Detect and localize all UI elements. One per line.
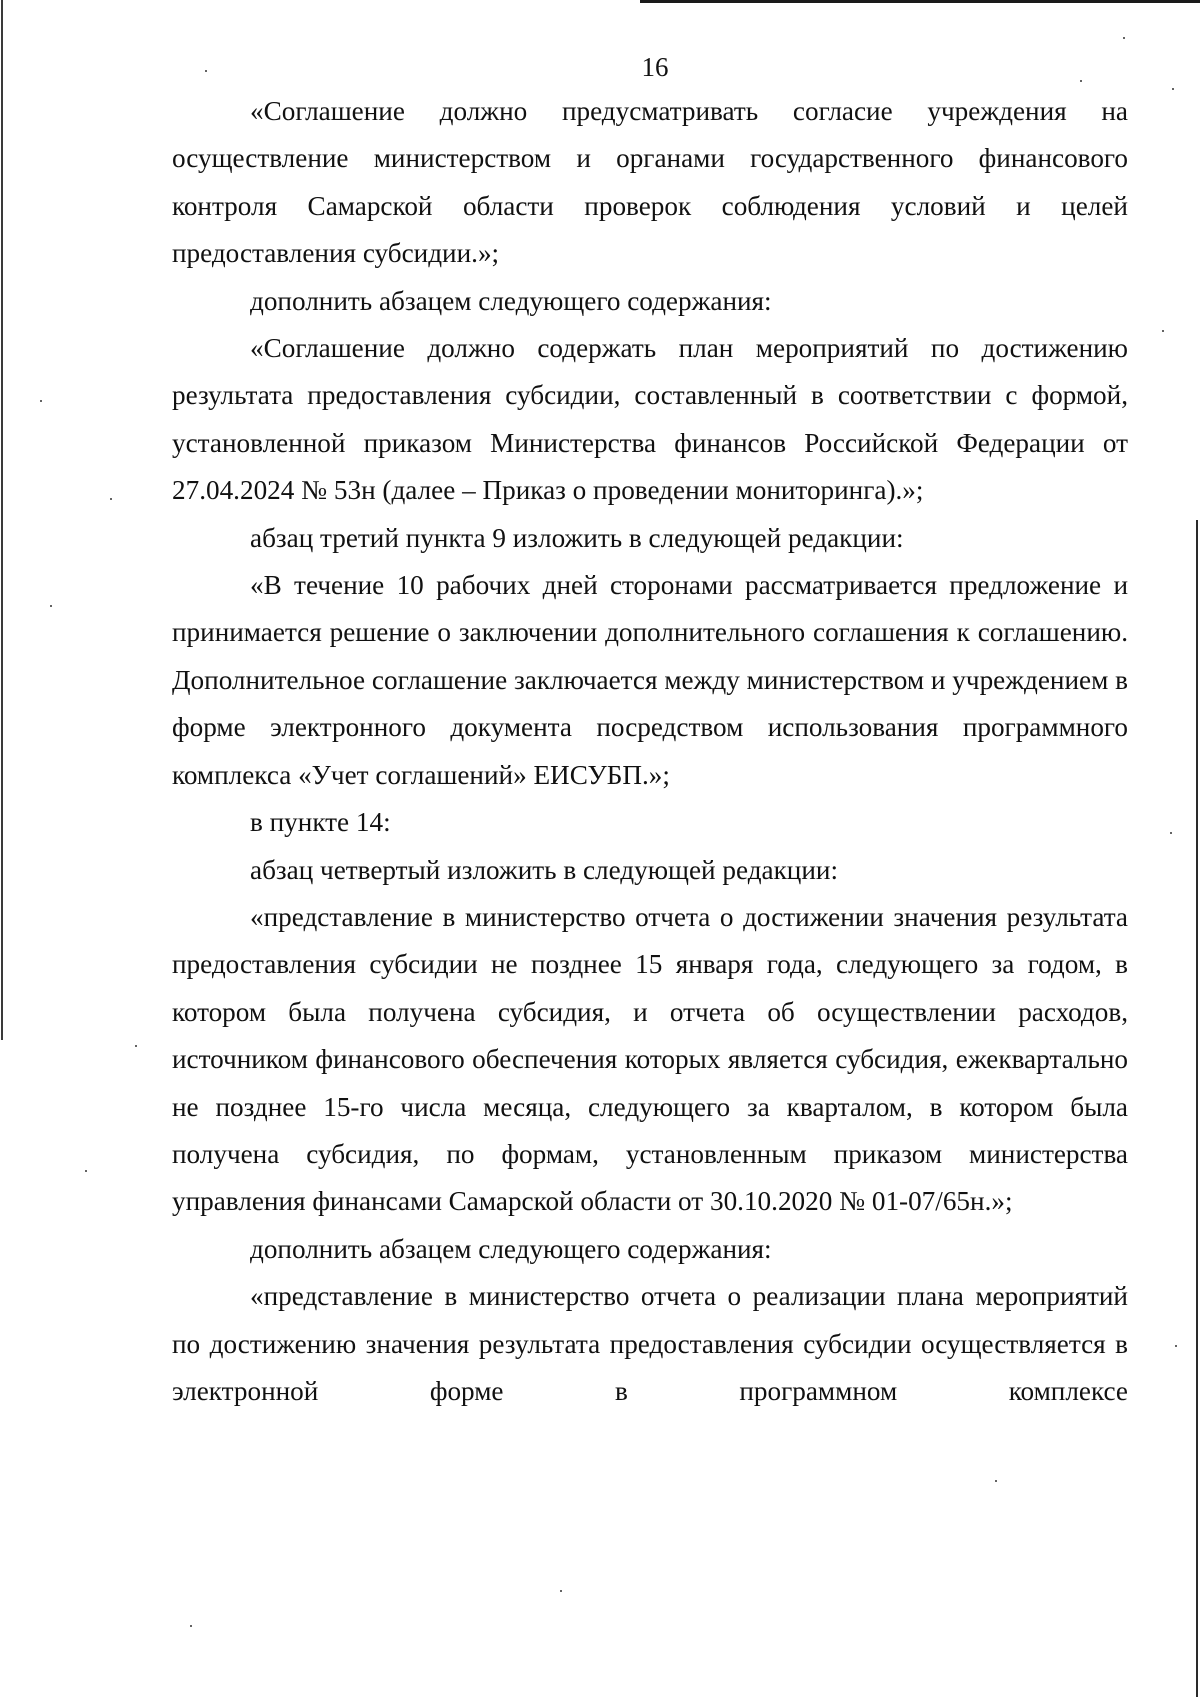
scan-speck [1080,80,1082,82]
scan-speck [1172,88,1174,90]
paragraph: в пункте 14: [250,807,391,838]
scan-speck [110,498,112,500]
paragraph: абзац четвертый изложить в следующей редакции: [250,854,839,885]
scan-speck [85,1170,87,1172]
scan-speck [205,70,207,72]
scan-speck [135,1045,137,1047]
document-body [172,88,1128,1415]
paragraph: «представление в министерство отчета о достижении значения результата предоставления субсидии не позднее 15 января года, следующего за годом, в котором была получена субсидия, и отчета об осуществлении расходов, источником финансового обеспечения которых является субсидия, ежеквартально не позднее 15-го числа месяца, следующего за кварталом, в котором была получена субсидия, по формам, установленным приказом министерства управления финансами Самарской области от 30.10.2020 № 01-07/65н.»; [172,901,1128,1217]
scan-speck [50,605,52,607]
scan-left-edge [1,0,3,1040]
scan-speck [190,1625,192,1627]
paragraph: дополнить абзацем следующего содержания: [250,285,772,316]
scan-speck [560,1590,562,1592]
scan-speck [1175,1345,1177,1347]
scan-speck [1162,330,1164,332]
paragraph: «Соглашение должно содержать план мероприятий по достижению результата предоставления субсидии, составленный в соответствии с формой, установленной приказом Министерства финансов Российской Федерации от 27.04.2024 № 53н (далее – Приказ о проведении мониторинга).»; [172,333,1128,506]
page-number: 16 [641,52,669,82]
scan-speck [995,1480,997,1482]
scan-right-edge [1196,520,1198,1697]
scan-speck [40,400,42,402]
scan-top-edge [640,0,1200,3]
paragraph: дополнить абзацем следующего содержания: [250,1233,772,1264]
scan-speck [1123,37,1125,39]
paragraph: «Соглашение должно предусматривать согласие учреждения на осуществление министерством и органами государственного финансового контроля Самарской области проверок соблюдения условий и целей предоставления субсидии.»; [172,96,1128,269]
paragraph-continued: «представление в министерство отчета о реализации плана мероприятий по достижению значения результата предоставления субсидии осуществляется в электронной форме в программном комплексе [172,1281,1128,1406]
paragraph: «В течение 10 рабочих дней сторонами рассматривается предложение и принимается решение о заключении дополнительного соглашения к соглашению. Дополнительное соглашение заключается между министерством и учреждением в форме электронного документа посредством использования программного комплекса «Учет соглашений» ЕИСУБП.»; [172,570,1128,790]
paragraph: абзац третий пункта 9 изложить в следующей редакции: [250,522,904,553]
scan-speck [1170,832,1172,834]
